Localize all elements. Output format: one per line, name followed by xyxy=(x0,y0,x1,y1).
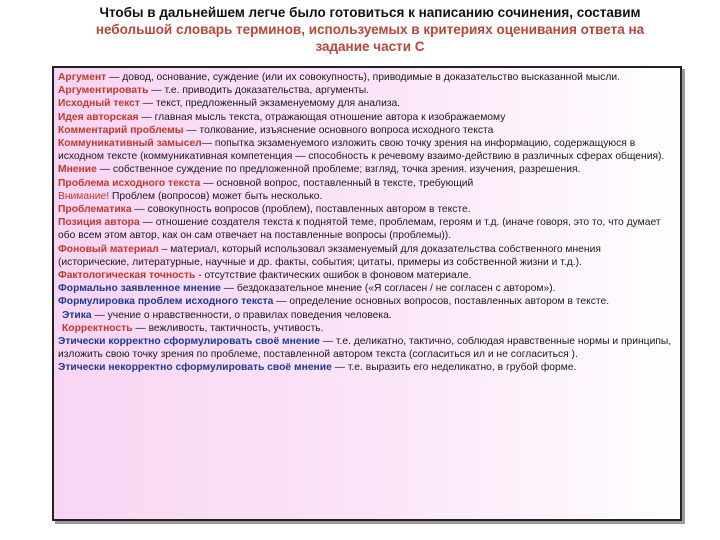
term: Исходный текст xyxy=(58,98,140,110)
glossary-entry-eticheski-nekorrektno xyxy=(58,361,674,374)
definition: — учение о нравственности, о правилах поведения человека. xyxy=(91,309,392,321)
glossary-entry-formulirovka xyxy=(58,295,674,308)
term: Этически корректно сформулировать своё мнение xyxy=(58,336,320,348)
definition: — основной вопрос, поставленный в тексте, требующий xyxy=(200,177,474,189)
title-line-1: Чтобы в дальнейшем легче было готовиться к написанию сочинения, составим xyxy=(99,5,641,20)
term: Коммуникативный замысел xyxy=(58,138,202,150)
definition: — вежливость, тактичность, учтивость. xyxy=(132,322,324,334)
term: Формально заявленное мнение xyxy=(58,283,221,295)
definition: — т.е. приводить доказательства, аргументы. xyxy=(148,85,369,97)
glossary-entry-mnenie xyxy=(58,163,674,176)
title-line-2: небольшой словарь терминов, используемых в критериях оценивания ответа на xyxy=(95,22,645,37)
glossary-entry-kommentariy xyxy=(58,124,674,137)
glossary-entry-korrektnost xyxy=(58,322,674,335)
definition: — т.е. выразить его неделикатно, в грубой форме. xyxy=(331,362,577,374)
definition: - отсутствие фактических ошибок в фоновом материале. xyxy=(195,270,472,282)
term: Позиция автора xyxy=(58,217,140,229)
definition: Проблем (вопросов) может быть несколько. xyxy=(109,190,323,202)
term: Фоновый материал xyxy=(58,243,159,255)
term: Корректность xyxy=(62,322,133,334)
definition: — попытка экзаменуемого изложить свою точку зрения на информацию, содержащуюся в исходном тексте (коммуникативная компетенция — способность к речевому взаимо-действию в различных сферах общения). xyxy=(58,138,665,163)
title-line-3: задание части С xyxy=(315,39,425,54)
glossary-entry-zamysel xyxy=(58,137,674,163)
glossary-entry-formalno xyxy=(58,282,674,295)
term: Этически некорректно сформулировать своё мнение xyxy=(58,362,332,374)
definition: — определение основных вопросов, поставленных автором в тексте. xyxy=(273,296,610,308)
glossary-entry-eticheski-korrektno xyxy=(58,335,674,361)
definition: — т.е. деликатно, тактично, соблюдая нравственные нормы и принципы, изложить свою точку зрения по проблеме, поставленной автором текста (согласиться ил и не согласиться ). xyxy=(58,336,672,361)
definition: — отношение создателя текста к поднятой теме, проблемам, героям и т.д. (иначе говоря, это то, что думает обо всем этом автор, как он сам отвечает на поставленные вопросы (проблемы)). xyxy=(58,217,661,242)
glossary-entry-faktologicheskaya xyxy=(58,269,674,282)
definition: — довод, основание, суждение (или их совокупность), приводимые в доказательство высказанной мысли. xyxy=(106,72,620,83)
term: Формулировка проблем исходного текста xyxy=(58,296,274,308)
glossary-entry-argument xyxy=(58,71,674,84)
glossary-entry-argumentirovat xyxy=(58,84,674,97)
term: Фактологическая точность xyxy=(58,270,196,282)
term: Мнение xyxy=(58,164,97,176)
definition: — собственное суждение по предложенной проблеме; взгляд, точка зрения. изучения, разрешения. xyxy=(96,164,581,176)
definition: — главная мысль текста, отражающая отношение автора к изображаемому xyxy=(138,111,506,123)
term: Проблема исходного текста xyxy=(58,177,201,189)
term: Аргументировать xyxy=(58,85,149,97)
glossary-entry-iskhodny-tekst xyxy=(58,97,674,110)
definition: – материал, который использовал экзаменуемый для доказательства собственного мнения (исторические, литературные, научные и др. факты, события; цитаты, примеры из собственной жизни и т.д.). xyxy=(58,243,601,268)
glossary-entry-fonovy xyxy=(58,243,674,269)
term: Аргумент xyxy=(58,72,107,83)
glossary-entry-etika xyxy=(58,309,674,322)
term: Этика xyxy=(62,309,92,321)
glossary-entry-problematika xyxy=(58,203,674,216)
term: Внимание! xyxy=(58,190,110,202)
glossary-entry-pozitsiya xyxy=(58,216,674,242)
definition: — бездоказательное мнение («Я согласен / не согласен с автором»). xyxy=(220,283,556,295)
glossary-entry-ideya xyxy=(58,111,674,124)
term: Проблематика xyxy=(58,204,132,216)
glossary-entry-vnimanie xyxy=(58,190,674,203)
page-title xyxy=(60,4,680,55)
glossary-box xyxy=(52,66,682,521)
definition: — текст, предложенный экзаменуемому для анализа. xyxy=(139,98,401,110)
glossary-entry-problema xyxy=(58,177,674,190)
term: Идея авторская xyxy=(58,111,139,123)
term: Комментарий проблемы xyxy=(58,124,184,136)
definition: — толкование, изъяснение основного вопроса исходного текста xyxy=(183,124,494,136)
definition: — совокупность вопросов (проблем), поставленных автором в тексте. xyxy=(131,204,471,216)
